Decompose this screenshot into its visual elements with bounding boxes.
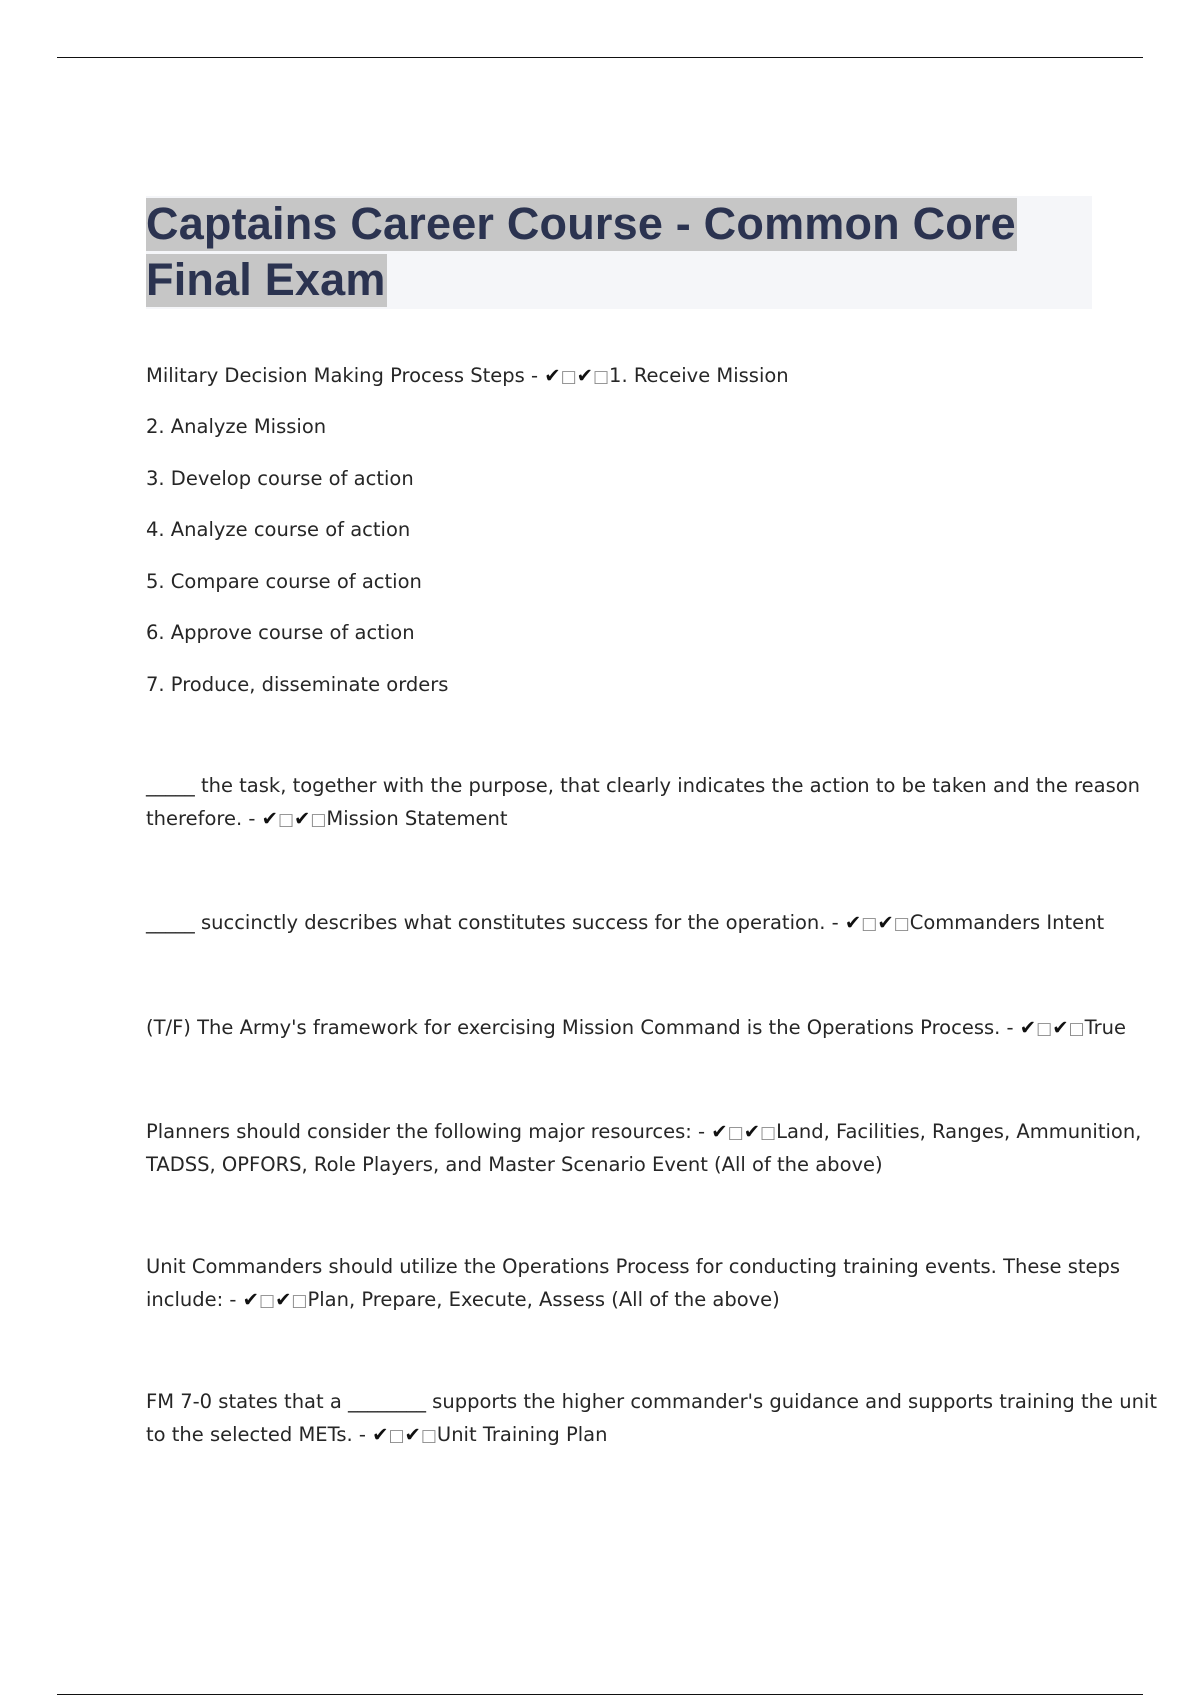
qa-item-mdmp [146,360,789,393]
question-text: (T/F) The Army's framework for exercising Mission Command is the Operations Process. - [146,1016,1020,1039]
question-text: Planners should consider the following major resources: - [146,1120,712,1143]
check-icon: ✔ [404,1423,421,1446]
box-icon: □ [727,1123,744,1143]
check-icon: ✔ [275,1288,292,1311]
box-icon: □ [388,1426,405,1446]
check-icon: ✔ [711,1120,728,1143]
answer-line: 3. Develop course of action [146,467,414,490]
check-icon: ✔ [1052,1016,1069,1039]
check-icon: ✔ [1019,1016,1037,1039]
answer-text: Land, Facilities, Ranges, Ammunition, [776,1120,1142,1143]
question-text: _____ succinctly describes what constitutes success for the operation. - [146,911,845,934]
box-icon: □ [277,810,295,830]
box-icon: □ [1068,1019,1085,1039]
box-icon: □ [259,1291,276,1311]
check-icon: ✔ [372,1423,389,1446]
qa-item-major-resources [146,1116,1141,1149]
box-icon: □ [560,367,577,387]
answer-text: 1. Receive Mission [609,364,789,387]
question-text: _____ the task, together with the purpose, that clearly indicates the action to be taken and the reason [146,774,1141,797]
box-icon: □ [291,1291,308,1311]
qa-item-training-steps [146,1284,780,1317]
check-icon: ✔ [242,1288,259,1311]
answer-line: 4. Analyze course of action [146,518,411,541]
answer-line: TADSS, OPFORS, Role Players, and Master Scenario Event (All of the above) [146,1153,883,1176]
answer-text: Unit Training Plan [436,1423,608,1446]
answer-text: Plan, Prepare, Execute, Assess (All of the above) [307,1288,780,1311]
check-icon: ✔ [844,911,862,934]
qa-item-mission-statement [146,803,508,836]
check-icon: ✔ [294,807,311,830]
box-icon: □ [310,810,327,830]
qa-item-commanders-intent [146,907,1104,940]
answer-text: True [1084,1016,1127,1039]
title-line-1: Captains Career Course - Common Core [146,198,1016,249]
check-icon: ✔ [877,911,894,934]
answer-line: 6. Approve course of action [146,621,415,644]
qa-item-unit-training-plan [146,1419,607,1452]
question-text: Military Decision Making Process Steps - [146,364,545,387]
answer-line: 2. Analyze Mission [146,415,327,438]
box-icon: □ [420,1426,437,1446]
check-icon: ✔ [544,364,561,387]
box-icon: □ [760,1123,777,1143]
box-icon: □ [893,914,910,934]
question-text: to the selected METs. - [146,1423,373,1446]
top-rule [57,57,1143,58]
question-text: FM 7-0 states that a ________ supports the higher commander's guidance and supports training the unit [146,1390,1157,1413]
box-icon: □ [861,914,878,934]
answer-line: 7. Produce, disseminate orders [146,673,449,696]
question-text: include: - [146,1288,243,1311]
question-text: Unit Commanders should utilize the Operations Process for conducting training events. These steps [146,1255,1121,1278]
question-text: therefore. - [146,807,262,830]
bottom-rule [57,1694,1143,1695]
answer-line: 5. Compare course of action [146,570,422,593]
title-line-2: Final Exam [146,254,386,305]
answer-text: Mission Statement [326,807,508,830]
check-icon: ✔ [743,1120,761,1143]
box-icon: □ [1036,1019,1053,1039]
check-icon: ✔ [576,364,593,387]
qa-item-ops-process [146,1012,1126,1045]
check-icon: ✔ [261,807,278,830]
answer-text: Commanders Intent [909,911,1105,934]
box-icon: □ [592,367,610,387]
title-block [146,196,1092,309]
page-title [146,196,1092,308]
